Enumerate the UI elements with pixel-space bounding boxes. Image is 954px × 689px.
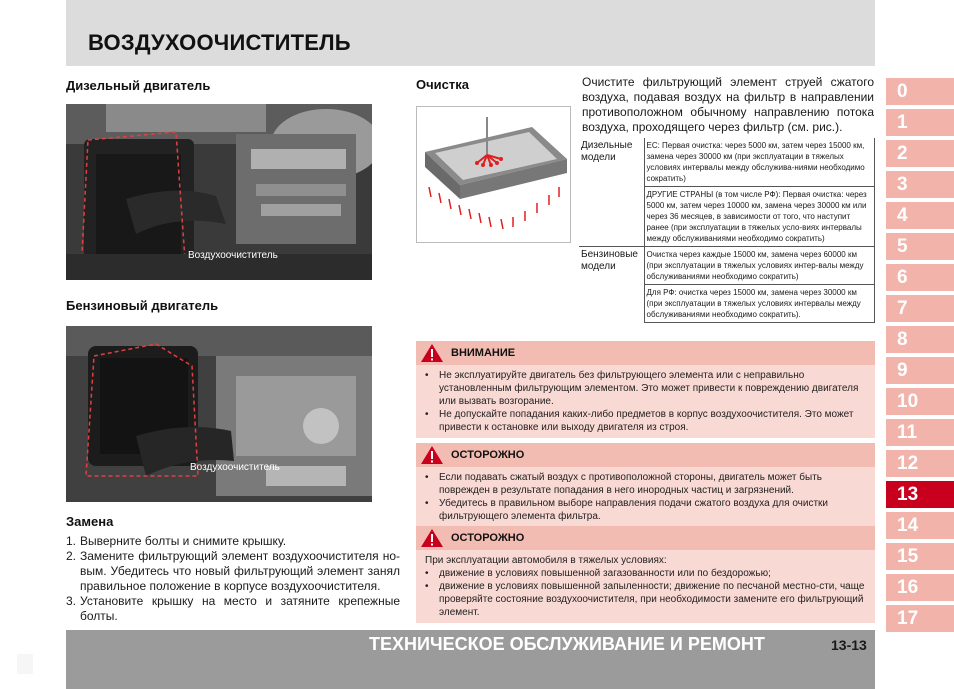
diesel-heading: Дизельный двигатель: [66, 78, 211, 93]
list-item: 1. Выверните болты и снимите крышку.: [66, 534, 287, 548]
list-item: • Убедитесь в правильном выборе направления подачи сжатого воздуха для очистки фильтрующего элемента фильтра.: [425, 498, 828, 522]
caution-callout-2: [416, 526, 875, 623]
list-item: • Не допускайте попадания каких-либо предметов в корпус воздухоочистителя. Это может привести к остановке или выходу двигателя из строя.: [425, 409, 854, 433]
warning-triangle-icon: [420, 445, 444, 465]
chapter-tab-14[interactable]: 14: [886, 512, 954, 539]
replace-heading: Замена: [66, 514, 114, 529]
chapter-tab-3[interactable]: 3: [886, 171, 954, 198]
chapter-tab-16[interactable]: 16: [886, 574, 954, 601]
chapter-tab-8[interactable]: 8: [886, 326, 954, 353]
chapter-tabs: [886, 78, 954, 636]
chapter-tab-12[interactable]: 12: [886, 450, 954, 477]
corner-mark: [17, 654, 33, 674]
callout-list: [425, 369, 867, 434]
chapter-tab-9[interactable]: 9: [886, 357, 954, 384]
chapter-tab-7[interactable]: 7: [886, 295, 954, 322]
chapter-tab-13[interactable]: 13: [886, 481, 954, 508]
callout-list: [425, 567, 867, 619]
callout-title: ОСТОРОЖНО: [451, 448, 525, 461]
filter-cleaning-illustration: [416, 106, 571, 243]
page-number: 13-13: [831, 637, 867, 653]
petrol-heading: Бензиновый двигатель: [66, 298, 219, 313]
petrol-engine-photo: [66, 326, 372, 502]
chapter-tab-5[interactable]: 5: [886, 233, 954, 260]
callout-header: [416, 443, 875, 467]
caution-callout-1: [416, 443, 875, 527]
diesel-engine-photo: [66, 104, 372, 280]
section-name: ТЕХНИЧЕСКОЕ ОБСЛУЖИВАНИЕ И РЕМОНТ: [369, 634, 765, 654]
footer-bar: [66, 630, 875, 689]
list-item: • движение в условиях повышенной загазованности или по бездорожью;: [425, 568, 771, 579]
chapter-tab-15[interactable]: 15: [886, 543, 954, 570]
callout-header: [416, 341, 875, 365]
list-item: 3. Установите крышку на место и затяните крепежные болты.: [66, 594, 400, 623]
callout-header: [416, 526, 875, 550]
list-item: 2. Замените фильтрующий элемент воздухоочистителя но-вым. Убедитесь что новый фильтрующий элемент занял правильное положение в корпусе воздухоочистителя.: [66, 549, 400, 593]
petrol-interval-general: Очистка через каждые 15000 км, замена через 60000 км (при эксплуатации в тяжелых условиях интер-валы между обслуживаниями необходимо сократить): [644, 247, 875, 285]
callout-list: [425, 471, 867, 523]
diesel-interval-eu: ЕС: Первая очистка: через 5000 км, затем через 15000 км, замена через 30000 км (при эксплуатации в тяжелых условиях интервалы между обслужива-ниями необходимо сократить): [644, 138, 875, 187]
petrol-interval-rf: Для РФ: очистка через 15000 км, замена через 30000 км (при эксплуатации в тяжелых условиях интервалы между обслуживаниями необходимо сократить).: [644, 285, 875, 323]
diesel-interval-other: ДРУГИЕ СТРАНЫ (в том числе РФ): Первая очистка: через 5000 км, затем через 10000 км, замена через 30000 км или через 36 месяцев, в зависимости от того, что наступит ранее (при эксплуатации в тяжелых усло-виях интервалы между обслуживаниями необходимо сократить): [644, 187, 875, 247]
cleaning-heading: Очистка: [416, 77, 469, 92]
service-interval-table: [579, 138, 875, 323]
chapter-tab-4[interactable]: 4: [886, 202, 954, 229]
chapter-tab-6[interactable]: 6: [886, 264, 954, 291]
callout-intro: При эксплуатации автомобиля в тяжелых условиях:: [425, 555, 667, 566]
chapter-tab-11[interactable]: 11: [886, 419, 954, 446]
chapter-tab-0[interactable]: 0: [886, 78, 954, 105]
replace-steps: [66, 534, 400, 624]
title-bar: [66, 0, 875, 66]
warning-triangle-icon: [420, 343, 444, 363]
warning-callout: [416, 341, 875, 438]
chapter-tab-10[interactable]: 10: [886, 388, 954, 415]
list-item: • Не эксплуатируйте двигатель без фильтрующего элемента или с неправильно установленным фильтрующим элементом. Это может привести к повреждению двигателя или вызвать возгорание.: [425, 370, 859, 407]
chapter-tab-2[interactable]: 2: [886, 140, 954, 167]
list-item: • движение в условиях повышенной запыленности; движение по песчаной местно-сти, чаще проверяйте состояние воздухоочистителя, при необходимости замените его фильтрующий элемент.: [425, 581, 865, 618]
chapter-tab-1[interactable]: 1: [886, 109, 954, 136]
callout-title: ВНИМАНИЕ: [451, 346, 516, 359]
warning-triangle-icon: [420, 528, 444, 548]
cleaning-instructions: Очистите фильтрующий элемент струей сжатого воздуха, подавая воздух на фильтр в направлении противоположном обычному направлению потока воздуха, проходящего через фильтр (см. рис.).: [582, 75, 874, 134]
list-item: • Если подавать сжатый воздух с противоположной стороны, двигатель может быть поврежден в результате попадания в него инородных частиц и загрязнений.: [425, 472, 822, 496]
chapter-tab-17[interactable]: 17: [886, 605, 954, 632]
petrol-photo-caption: Воздухоочиститель: [190, 462, 280, 473]
petrol-models-label: Бензиновые модели: [579, 247, 644, 323]
diesel-photo-caption: Воздухоочиститель: [188, 250, 278, 261]
page-title: ВОЗДУХООЧИСТИТЕЛЬ: [88, 30, 351, 55]
diesel-models-label: Дизельные модели: [579, 138, 644, 247]
callout-title: ОСТОРОЖНО: [451, 531, 525, 544]
